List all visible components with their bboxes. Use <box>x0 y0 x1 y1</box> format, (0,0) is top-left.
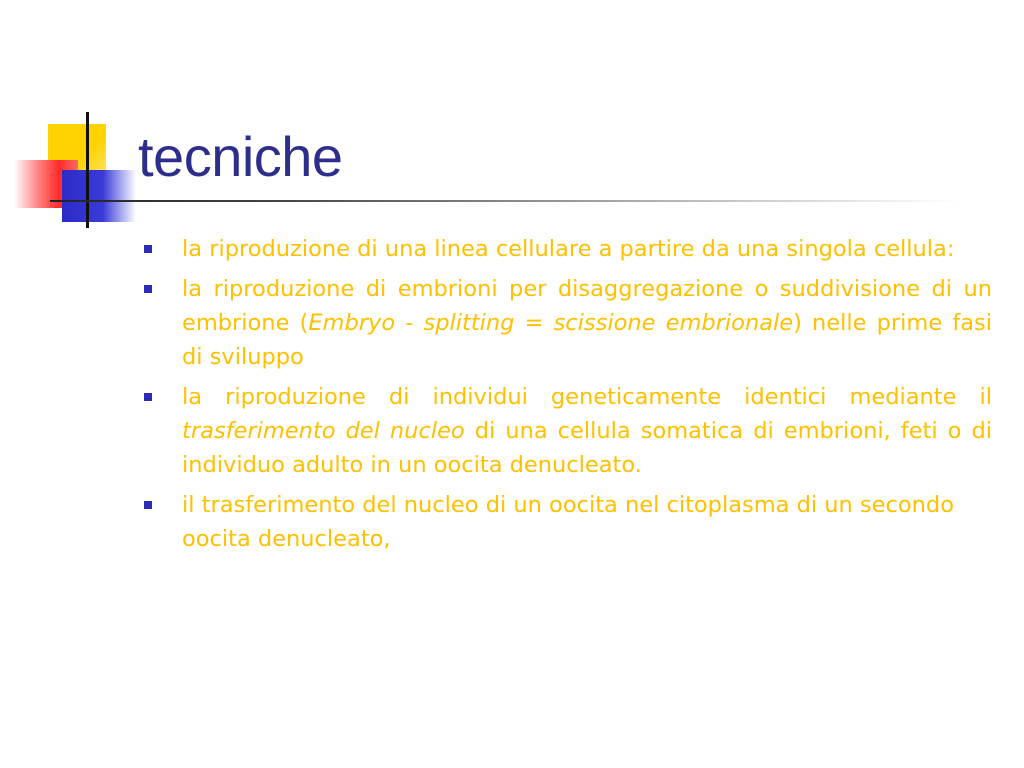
bullet-list <box>144 232 992 562</box>
title-underline <box>50 200 960 202</box>
bullet-italic-term: Embryo - splitting = scissione embrionale <box>308 310 794 336</box>
bullet-text: la riproduzione di embrioni per disaggregazione o suddivisione di un embrione ( <box>182 276 992 336</box>
bullet-square-icon <box>144 245 152 253</box>
decor-vertical-line <box>86 112 89 228</box>
bullet-text: la riproduzione di individui geneticamente identici mediante il <box>182 384 992 410</box>
slide-title: tecniche <box>138 125 343 188</box>
bullet-text: il trasferimento del nucleo di un oocita nel citoplasma di un secondo oocita denucleato, <box>182 492 954 552</box>
bullet-square-icon <box>144 285 152 293</box>
bullet-item-1 <box>144 232 992 266</box>
decor-blue-square <box>62 170 136 222</box>
bullet-text: di una cellula somatica di embrioni, feti o di individuo adulto in un oocita denucleato. <box>182 418 993 478</box>
bullet-item-2 <box>144 272 992 374</box>
bullet-square-icon <box>144 393 152 401</box>
bullet-item-3 <box>144 380 992 482</box>
bullet-square-icon <box>144 501 152 509</box>
bullet-text: la riproduzione di una linea cellulare a partire da una singola cellula: <box>182 236 955 262</box>
bullet-italic-term: trasferimento del nucleo <box>182 418 465 444</box>
bullet-item-4 <box>144 488 992 556</box>
bullet-text: ) nelle prime fasi di sviluppo <box>182 310 992 370</box>
